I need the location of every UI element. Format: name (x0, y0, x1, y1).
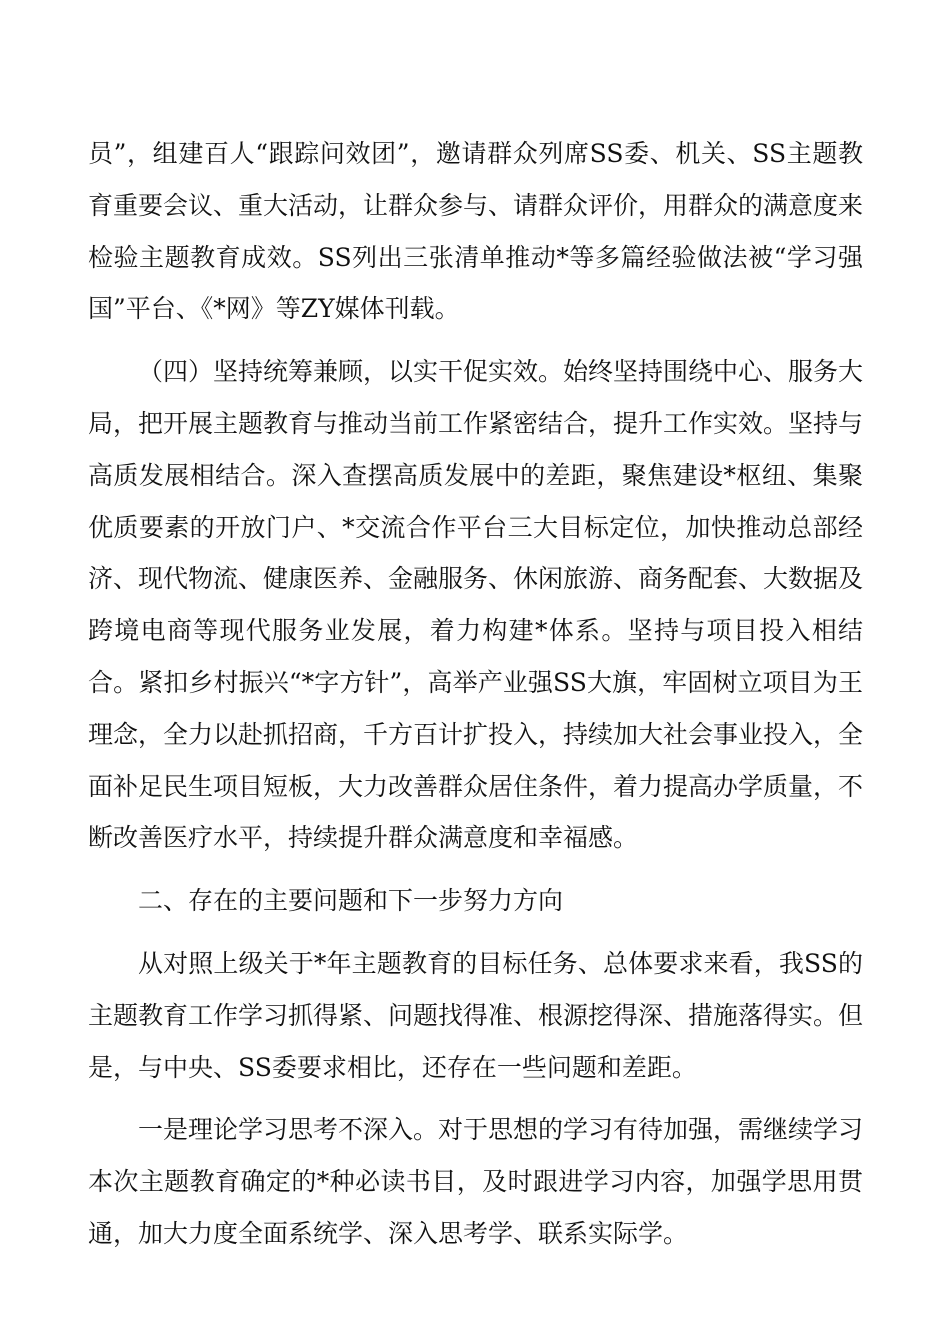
section-heading-problems: 二、存在的主要问题和下一步努力方向 (138, 886, 564, 916)
paragraph-issue-one: 一是理论学习思考不深入。对于思想的学习有待加强，需继续学习本次主题教育确定的*种必读书目，及时跟进学习内容，加强学思用贯通，加大力度全面系统学、深入思考学、联系实际学。 (88, 1115, 864, 1248)
paragraph-section-four: （四）坚持统筹兼顾，以实干促实效。始终坚持围绕中心、服务大局，把开展主题教育与推动当前工作紧密结合，提升工作实效。坚持与高质发展相结合。深入查摆高质发展中的差距，聚焦建设*枢纽、集聚优质要素的开放门户、*交流合作平台三大目标定位，加快推动总部经济、现代物流、健康医养、金融服务、休闲旅游、商务配套、大数据及跨境电商等现代服务业发展，着力构建*体系。坚持与项目投入相结合。紧扣乡村振兴“*字方针”，高举产业强SS大旗，牢固树立项目为王理念，全力以赴抓招商，千方百计扩投入，持续加大社会事业投入，全面补足民生项目短板，大力改善群众居住条件，着力提高办学质量，不断改善医疗水平，持续提升群众满意度和幸福感。 (88, 357, 864, 853)
paragraph-overview: 从对照上级关于*年主题教育的目标任务、总体要求来看，我SS的主题教育工作学习抓得紧、问题找得准、根源挖得深、措施落得实。但是，与中央、SS委要求相比，还存在一些问题和差距。 (88, 948, 864, 1082)
document-page (88, 128, 863, 1271)
paragraph-continuation: 员”，组建百人“跟踪问效团”，邀请群众列席SS委、机关、SS主题教育重要会议、重大活动，让群众参与、请群众评价，用群众的满意度来检验主题教育成效。SS列出三张清单推动*等多篇经验做法被“学习强国”平台、《*网》等ZY媒体刊载。 (88, 139, 864, 324)
